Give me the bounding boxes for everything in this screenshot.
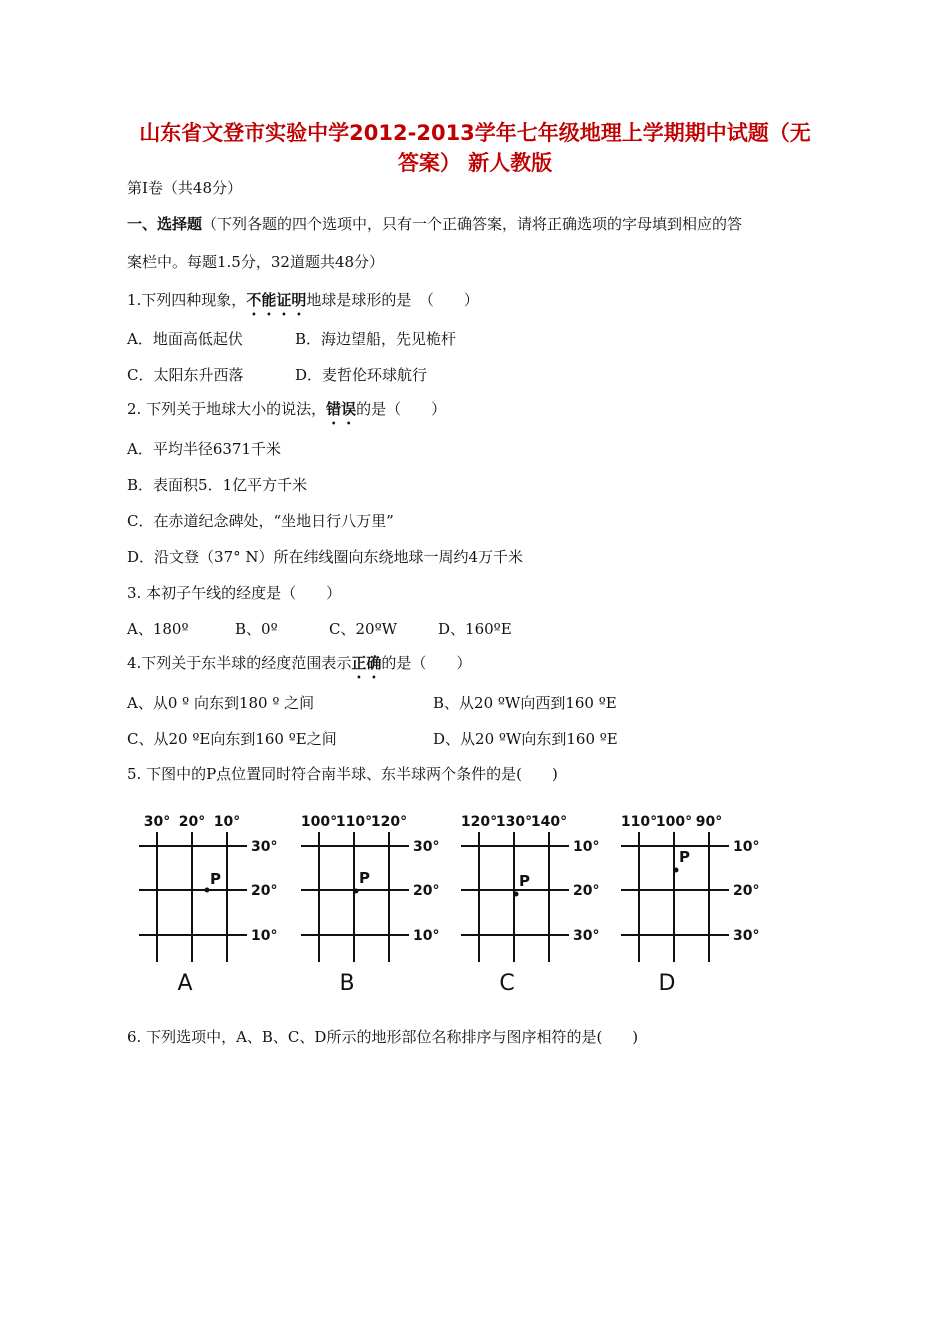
grid-longitude-label: 100°: [655, 814, 693, 830]
q1-option-b: B．海边望船，先见桅杆: [295, 330, 457, 348]
q2-option-a: A．平均半径6371千米: [127, 440, 282, 458]
grid-longitude-label: 10°: [213, 814, 241, 830]
grid-latitude-label: 30°: [573, 928, 600, 944]
point-p-label: P: [679, 848, 690, 866]
latitude-longitude-figure: [127, 800, 777, 1005]
grid-latitude-label: 20°: [251, 883, 278, 899]
panel-letter-label: B: [339, 971, 355, 996]
q2-option-c: C．在赤道纪念碑处，“坐地日行八万里”: [127, 512, 394, 530]
section-heading: 第Ⅰ卷（共48分）: [127, 179, 243, 197]
q1-pre: 1.下列四种现象，: [127, 291, 247, 309]
question-3: 3. 本初子午线的经度是（ ）: [127, 584, 342, 602]
q1-emphasis: 不能证明: [246, 291, 307, 309]
q2-pre: 2. 下列关于地球大小的说法，: [127, 400, 327, 418]
part1-desc-1: （下列各题的四个选项中，只有一个正确答案，请将正确选项的字母填到相应的答: [202, 215, 743, 233]
q1-option-d: D．麦哲伦环球航行: [295, 366, 428, 384]
q2-emphasis: 错误: [326, 400, 357, 418]
grid-longitude-label: 110°: [620, 814, 658, 830]
grid-latitude-label: 20°: [733, 883, 760, 899]
grid-latitude-label: 30°: [413, 839, 440, 855]
panel-letter-label: A: [177, 971, 193, 996]
grid-longitude-label: 20°: [178, 814, 206, 830]
grid-longitude-label: 110°: [335, 814, 373, 830]
document-title: [100, 118, 850, 178]
q1-option-c: C．太阳东升西落: [127, 366, 244, 384]
panel-letter-label: D: [658, 971, 676, 996]
question-1: [127, 290, 479, 319]
grid-latitude-label: 10°: [733, 839, 760, 855]
point-p-marker: [674, 868, 679, 873]
q2-option-b: B．表面积5．1亿平方千米: [127, 476, 308, 494]
q3-option-b: B、0º: [235, 620, 278, 638]
grid-longitude-label: 130°: [495, 814, 533, 830]
q4-emphasis: 正确: [351, 654, 382, 672]
grid-latitude-label: 10°: [251, 928, 278, 944]
grid-latitude-label: 30°: [733, 928, 760, 944]
panel-letter-label: C: [499, 971, 515, 996]
q3-option-a: A、180º: [127, 620, 189, 638]
grid-longitude-label: 120°: [460, 814, 498, 830]
q4-post: 的是（ ）: [381, 654, 472, 672]
grid-longitude-label: 90°: [695, 814, 723, 830]
q2-option-d: D．沿文登（37° N）所在纬线圈向东绕地球一周约4万千米: [127, 548, 524, 566]
q1-post: 地球是球形的是 （ ）: [306, 291, 479, 309]
q3-option-d: D、160ºE: [438, 620, 512, 638]
grid-latitude-label: 20°: [413, 883, 440, 899]
grid-longitude-label: 100°: [300, 814, 338, 830]
point-p-label: P: [210, 870, 221, 888]
q3-option-c: C、20ºW: [329, 620, 398, 638]
title-line-2: 答案） 新人教版: [397, 151, 553, 175]
q1-option-a: A．地面高低起伏: [127, 330, 243, 348]
question-2: [127, 399, 446, 428]
grid-latitude-label: 30°: [251, 839, 278, 855]
grid-longitude-label: 120°: [370, 814, 408, 830]
grid-latitude-label: 10°: [573, 839, 600, 855]
grid-longitude-label: 140°: [530, 814, 568, 830]
point-p-marker: [205, 888, 210, 893]
part1-desc-2: 案栏中。每题1.5分，32道题共48分）: [127, 253, 385, 271]
q4-option-a: A、从0 º 向东到180 º 之间: [127, 694, 315, 712]
q4-option-d: D、从20 ºW向东到160 ºE: [433, 730, 618, 748]
grid-longitude-label: 30°: [143, 814, 171, 830]
point-p-label: P: [519, 872, 530, 890]
q2-post: 的是（ ）: [356, 400, 447, 418]
title-line-1: 山东省文登市实验中学2012-2013学年七年级地理上学期期中试题（无: [139, 121, 811, 145]
point-p-label: P: [359, 869, 370, 887]
point-p-marker: [514, 892, 519, 897]
q4-pre: 4.下列关于东半球的经度范围表示: [127, 654, 352, 672]
question-5: 5. 下图中的P点位置同时符合南半球、东半球两个条件的是( ): [127, 765, 558, 783]
part1-heading: 一、选择题: [127, 215, 203, 233]
question-4: [127, 653, 471, 682]
q4-option-b: B、从20 ºW向西到160 ºE: [433, 694, 617, 712]
grid-latitude-label: 10°: [413, 928, 440, 944]
q4-option-c: C、从20 ºE向东到160 ºE之间: [127, 730, 337, 748]
grid-latitude-label: 20°: [573, 883, 600, 899]
point-p-marker: [354, 889, 359, 894]
question-6: 6. 下列选项中，A、B、C、D所示的地形部位名称排序与图序相符的是( ): [127, 1028, 639, 1046]
part1-intro: [127, 214, 742, 234]
